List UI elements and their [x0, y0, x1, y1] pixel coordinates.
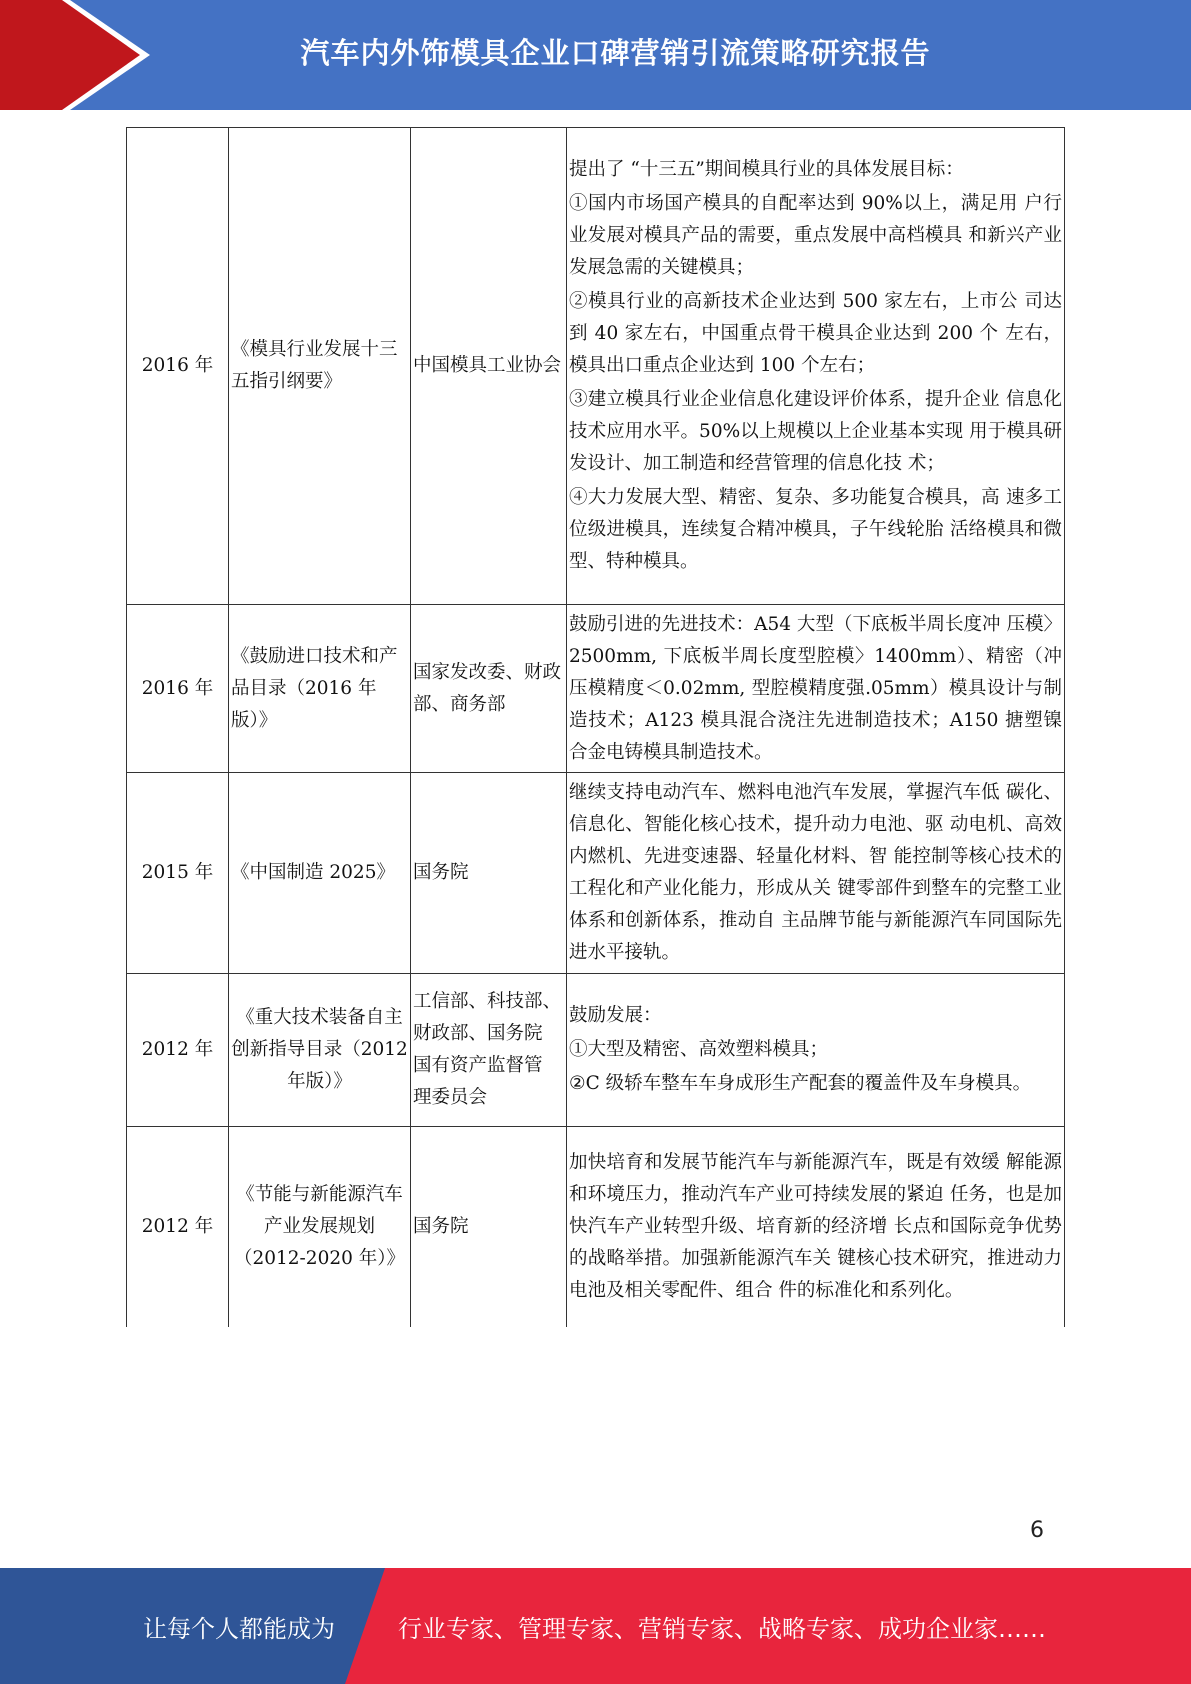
year-cell: 2012 年 — [127, 1127, 229, 1327]
year-cell: 2016 年 — [127, 128, 229, 605]
year-cell: 2015 年 — [127, 773, 229, 974]
policy-table-container — [126, 127, 1064, 1327]
content-line: ③建立模具行业企业信息化建设评价体系，提升企业 信息化技术应用水平。50%以上规模以上企业基本实现 用于模具研发设计、加工制造和经营管理的信息化技 术； — [569, 389, 1062, 474]
content-line: 鼓励引进的先进技术：A54 大型（下底板半周长度冲 压模〉2500mm, 下底板半周长度型腔模〉1400mm）、精密（冲压模精度＜0.02mm, 型腔模精度强.05mm）模具设计与制造技术；A123 模具混合浇注先进制造技术；A150 搪塑镍合金电铸模具制造技术。 — [569, 613, 1062, 763]
page-number: 6 — [1030, 1518, 1044, 1543]
policy-title-cell: 《鼓励进口技术和产品目录（2016 年版）》 — [229, 605, 411, 773]
issuer-cell: 中国模具工业协会 — [411, 128, 567, 605]
year-cell: 2012 年 — [127, 974, 229, 1127]
policy-table — [126, 127, 1065, 1327]
issuer-cell: 国家发改委、财政部、商务部 — [411, 605, 567, 773]
footer-slogan-right: 行业专家、管理专家、营销专家、战略专家、成功企业家…… — [398, 1614, 1046, 1643]
footer-slogan-left: 让每个人都能成为 — [143, 1614, 335, 1643]
table-row — [127, 773, 1065, 974]
policy-title-cell: 《中国制造 2025》 — [229, 773, 411, 974]
content-line: 加快培育和发展节能汽车与新能源汽车，既是有效缓 解能源和环境压力，推动汽车产业可持续发展的紧迫 任务，也是加快汽车产业转型升级、培育新的经济增 长点和国际竞争优势的战略举措。加强新能源汽车关 键核心技术研究，推进动力电池及相关零配件、组合 件的标准化和系列化。 — [569, 1151, 1062, 1301]
table-row — [127, 605, 1065, 773]
issuer-cell: 国务院 — [411, 1127, 567, 1327]
table-row — [127, 974, 1065, 1127]
policy-title-cell: 《节能与新能源汽车产业发展规划（2012-2020 年）》 — [229, 1127, 411, 1327]
content-line: 继续支持电动汽车、燃料电池汽车发展，掌握汽车低 碳化、信息化、智能化核心技术，提升动力电池、驱 动电机、高效内燃机、先进变速器、轻量化材料、智 能控制等核心技术的工程化和产业化能力，形成从关 键零部件到整车的完整工业体系和创新体系，推动自 主品牌节能与新能源汽车同国际先进水平接轨。 — [569, 782, 1062, 963]
policy-content-cell — [567, 128, 1065, 605]
policy-content-cell — [567, 974, 1065, 1127]
policy-content-cell — [567, 773, 1065, 974]
content-line: ①国内市场国产模具的自配率达到 90%以上，满足用 户行业发展对模具产品的需要，重点发展中高档模具 和新兴产业发展急需的关键模具； — [569, 193, 1062, 278]
policy-title-cell: 《模具行业发展十三五指引纲要》 — [229, 128, 411, 605]
content-line: 提出了 “十三五”期间模具行业的具体发展目标： — [569, 159, 964, 180]
report-title: 汽车内外饰模具企业口碑营销引流策略研究报告 — [300, 35, 931, 70]
content-line: ①大型及精密、高效塑料模具； — [569, 1039, 829, 1060]
policy-title-cell: 《重大技术装备自主创新指导目录（2012 年版）》 — [229, 974, 411, 1127]
issuer-cell: 国务院 — [411, 773, 567, 974]
table-row — [127, 1127, 1065, 1327]
policy-content-cell — [567, 1127, 1065, 1327]
content-line: 鼓励发展： — [569, 1005, 662, 1026]
page-header — [0, 0, 1191, 110]
issuer-cell: 工信部、科技部、 财政部、国务院 国有资产监督管 理委员会 — [411, 974, 567, 1127]
policy-content-cell — [567, 605, 1065, 773]
page-footer — [0, 1568, 1191, 1684]
content-line: ④大力发展大型、精密、复杂、多功能复合模具，高 速多工位级进模具，连续复合精冲模具，子午线轮胎 活络模具和微型、特种模具。 — [569, 487, 1062, 572]
table-row — [127, 128, 1065, 605]
content-line: ②C 级轿车整车车身成形生产配套的覆盖件及车身模具。 — [569, 1073, 1032, 1094]
year-cell: 2016 年 — [127, 605, 229, 773]
content-line: ②模具行业的高新技术企业达到 500 家左右，上市公 司达到 40 家左右，中国重点骨干模具企业达到 200 个 左右，模具出口重点企业达到 100 个左右； — [569, 291, 1062, 376]
